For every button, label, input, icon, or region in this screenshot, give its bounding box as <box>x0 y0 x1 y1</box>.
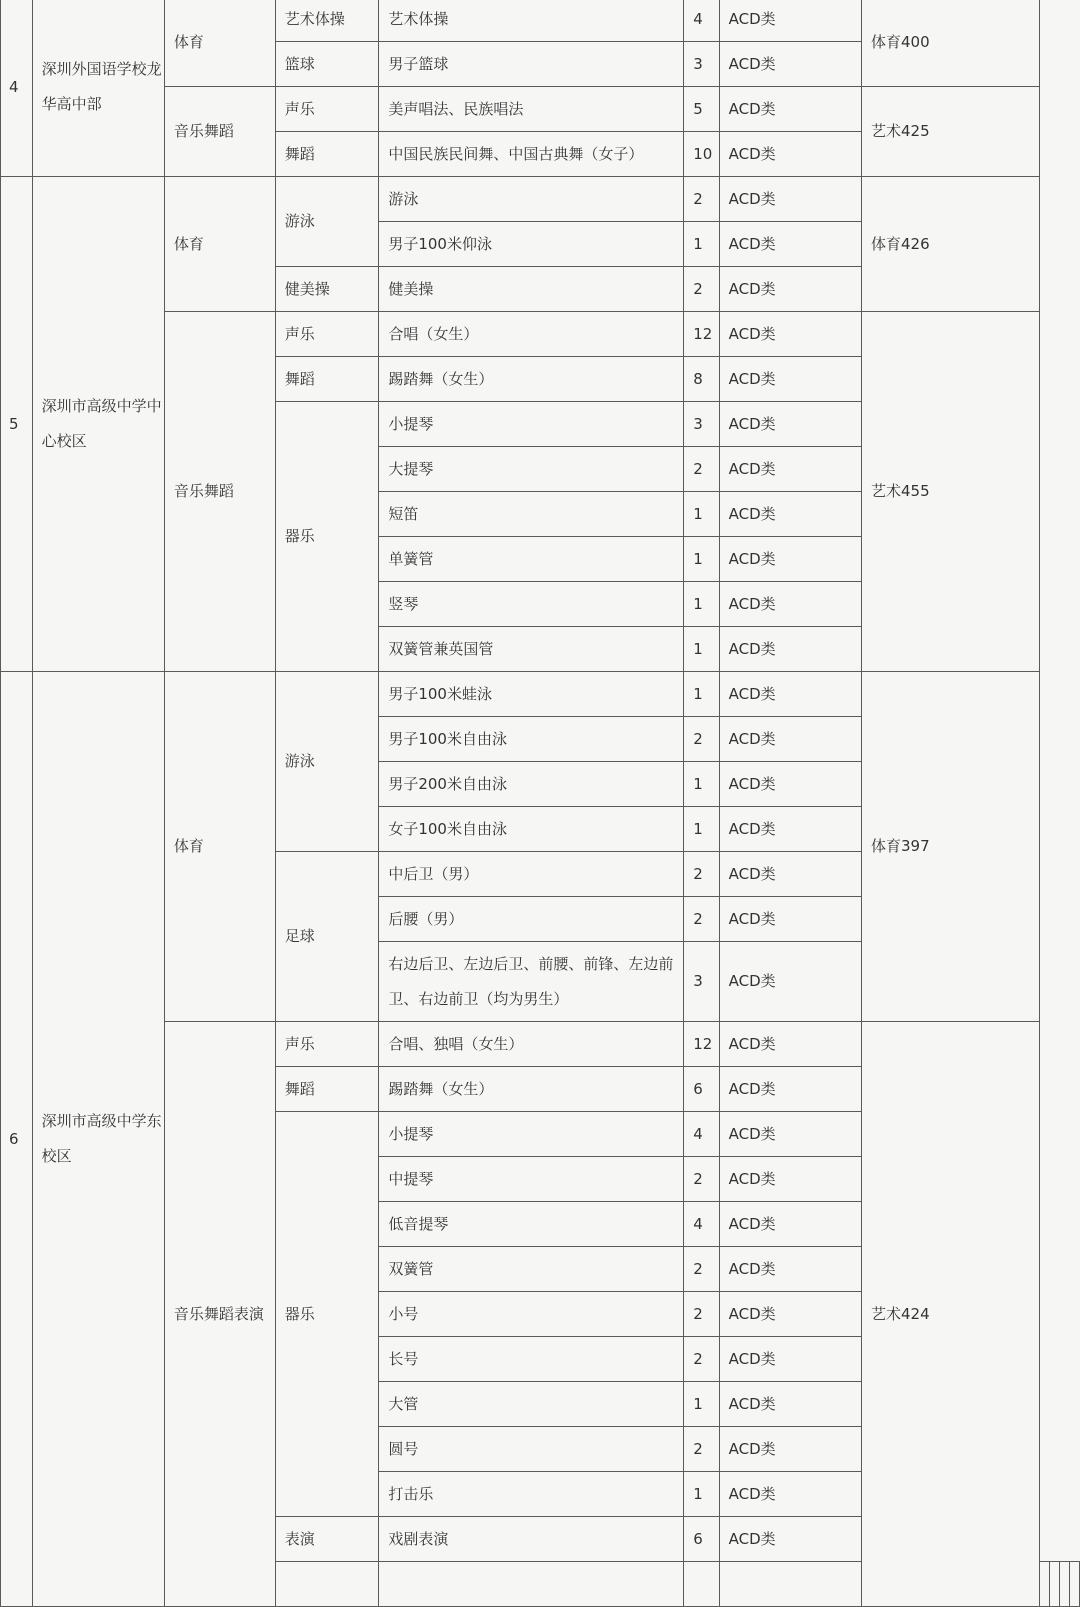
table-cell: ACD类 <box>719 807 861 852</box>
table-cell: ACD类 <box>719 0 861 42</box>
table-cell: 游泳 <box>275 672 379 852</box>
table-cell: 踢踏舞（女生） <box>379 1067 684 1112</box>
table-cell: ACD类 <box>719 1157 861 1202</box>
table-cell: ACD类 <box>719 267 861 312</box>
table-cell: 1 <box>684 582 719 627</box>
table-cell: 2 <box>684 852 719 897</box>
table-cell: 音乐舞蹈 <box>164 312 275 672</box>
table-cell: 声乐 <box>275 1022 379 1067</box>
table-cell: 女子100米自由泳 <box>379 807 684 852</box>
table-cell: ACD类 <box>719 897 861 942</box>
table-cell: ACD类 <box>719 1202 861 1247</box>
table-cell: 游泳 <box>379 177 684 222</box>
table-cell: ACD类 <box>719 492 861 537</box>
table-cell: 6 <box>684 1517 719 1562</box>
table-cell: 2 <box>684 897 719 942</box>
table-cell: 男子200米自由泳 <box>379 762 684 807</box>
table-cell: 3 <box>684 942 719 1022</box>
table-cell: ACD类 <box>719 942 861 1022</box>
table-cell: 足球 <box>275 852 379 1022</box>
table-cell: 2 <box>684 447 719 492</box>
table-cell: 6 <box>1 672 33 1607</box>
table-cell: 右边后卫、左边后卫、前腰、前锋、左边前卫、右边前卫（均为男生） <box>379 942 684 1022</box>
table-cell: 后腰（男） <box>379 897 684 942</box>
table-row <box>1 672 1080 717</box>
table-cell <box>684 1562 719 1607</box>
table-cell: 单簧管 <box>379 537 684 582</box>
table-cell: 打击乐 <box>379 1472 684 1517</box>
table-cell: 1 <box>684 1472 719 1517</box>
table-cell: ACD类 <box>719 42 861 87</box>
table-cell: 10 <box>684 132 719 177</box>
table-cell: ACD类 <box>719 177 861 222</box>
table-row <box>1 0 1080 42</box>
table-cell: 声乐 <box>275 312 379 357</box>
table-cell: ACD类 <box>719 1112 861 1157</box>
table-cell: 低音提琴 <box>379 1202 684 1247</box>
table-cell: ACD类 <box>719 1517 861 1562</box>
table-cell: 中提琴 <box>379 1157 684 1202</box>
table-cell: ACD类 <box>719 1382 861 1427</box>
table-cell: 1 <box>684 537 719 582</box>
table-cell: 6 <box>684 1067 719 1112</box>
table-cell: 舞蹈 <box>275 1067 379 1112</box>
table-cell: 小号 <box>379 1292 684 1337</box>
table-cell: 体育400 <box>861 0 1039 87</box>
table-cell: ACD类 <box>719 87 861 132</box>
table-cell: ACD类 <box>719 1247 861 1292</box>
table-cell: ACD类 <box>719 762 861 807</box>
table-cell: 2 <box>684 1157 719 1202</box>
table-cell: 短笛 <box>379 492 684 537</box>
table-cell: 2 <box>684 1247 719 1292</box>
table-cell: ACD类 <box>719 1427 861 1472</box>
table-cell: 舞蹈 <box>275 132 379 177</box>
table-cell: 艺术体操 <box>275 0 379 42</box>
table-row <box>1 177 1080 222</box>
table-cell: 2 <box>684 267 719 312</box>
table-cell: 健美操 <box>379 267 684 312</box>
table-cell: 艺术424 <box>861 1022 1039 1607</box>
table-cell: ACD类 <box>719 312 861 357</box>
table-cell: 深圳外国语学校龙华高中部 <box>32 0 164 177</box>
table-cell: 4 <box>1 0 33 177</box>
table-cell: 1 <box>684 627 719 672</box>
table-cell: 深圳市高级中学中心校区 <box>32 177 164 672</box>
table-cell: ACD类 <box>719 1067 861 1112</box>
table-cell: 大管 <box>379 1382 684 1427</box>
table-cell: 中后卫（男） <box>379 852 684 897</box>
table-cell <box>1060 1562 1070 1607</box>
table-cell: 游泳 <box>275 177 379 267</box>
table-cell: 1 <box>684 1382 719 1427</box>
table-cell <box>719 1562 861 1607</box>
table-cell: 5 <box>684 87 719 132</box>
table-cell: 3 <box>684 42 719 87</box>
table-cell: 篮球 <box>275 42 379 87</box>
table-cell: 圆号 <box>379 1427 684 1472</box>
table-cell: 表演 <box>275 1517 379 1562</box>
table-cell: 小提琴 <box>379 1112 684 1157</box>
table-cell: 1 <box>684 762 719 807</box>
table-cell: ACD类 <box>719 672 861 717</box>
table-cell: ACD类 <box>719 132 861 177</box>
table-cell: 美声唱法、民族唱法 <box>379 87 684 132</box>
table-cell: ACD类 <box>719 852 861 897</box>
table-cell: 1 <box>684 492 719 537</box>
table-cell: 男子100米蛙泳 <box>379 672 684 717</box>
table-cell: 大提琴 <box>379 447 684 492</box>
table-cell: 戏剧表演 <box>379 1517 684 1562</box>
table-cell: 长号 <box>379 1337 684 1382</box>
table-cell: 双簧管 <box>379 1247 684 1292</box>
table-cell: ACD类 <box>719 717 861 762</box>
table-cell: 2 <box>684 1427 719 1472</box>
table-cell: 艺术425 <box>861 87 1039 177</box>
table-cell: 体育 <box>164 0 275 87</box>
table-cell: ACD类 <box>719 627 861 672</box>
table-cell: 2 <box>684 177 719 222</box>
table-cell: 2 <box>684 1337 719 1382</box>
table-cell: ACD类 <box>719 537 861 582</box>
table-body <box>1 0 1080 1607</box>
table-cell: 健美操 <box>275 267 379 312</box>
table-cell: 体育426 <box>861 177 1039 312</box>
table-cell: 小提琴 <box>379 402 684 447</box>
table-cell: ACD类 <box>719 447 861 492</box>
table-cell: ACD类 <box>719 582 861 627</box>
table-cell: 艺术455 <box>861 312 1039 672</box>
table-cell: 男子篮球 <box>379 42 684 87</box>
table-cell: 器乐 <box>275 402 379 672</box>
table-cell: 4 <box>684 1202 719 1247</box>
table-cell: 合唱、独唱（女生） <box>379 1022 684 1067</box>
table-cell: 2 <box>684 1292 719 1337</box>
table-cell <box>1050 1562 1060 1607</box>
table-cell: 体育397 <box>861 672 1039 1022</box>
table-cell <box>1070 1562 1080 1607</box>
table-cell: 男子100米自由泳 <box>379 717 684 762</box>
table-cell: 12 <box>684 312 719 357</box>
table-cell: ACD类 <box>719 1292 861 1337</box>
table-cell: 声乐 <box>275 87 379 132</box>
table-cell: 4 <box>684 1112 719 1157</box>
table-cell: ACD类 <box>719 402 861 447</box>
table-cell: 器乐 <box>275 1112 379 1517</box>
table-cell: 2 <box>684 717 719 762</box>
table-cell: 踢踏舞（女生） <box>379 357 684 402</box>
table-cell: 3 <box>684 402 719 447</box>
table-cell: 8 <box>684 357 719 402</box>
table-cell: 1 <box>684 222 719 267</box>
table-cell: 体育 <box>164 672 275 1022</box>
table-cell: 竖琴 <box>379 582 684 627</box>
table-cell: ACD类 <box>719 357 861 402</box>
table-cell: 4 <box>684 0 719 42</box>
table-cell <box>379 1562 684 1607</box>
table-cell: 体育 <box>164 177 275 312</box>
table-cell: 男子100米仰泳 <box>379 222 684 267</box>
table-cell: 合唱（女生） <box>379 312 684 357</box>
table-cell: 1 <box>684 672 719 717</box>
table-cell: 中国民族民间舞、中国古典舞（女子） <box>379 132 684 177</box>
table-cell: 双簧管兼英国管 <box>379 627 684 672</box>
table-cell <box>275 1562 379 1607</box>
table-cell: 5 <box>1 177 33 672</box>
table-cell <box>1040 1562 1050 1607</box>
table-cell: ACD类 <box>719 1337 861 1382</box>
table-cell: ACD类 <box>719 1022 861 1067</box>
table-cell: 舞蹈 <box>275 357 379 402</box>
table-cell: 1 <box>684 807 719 852</box>
table-cell: 12 <box>684 1022 719 1067</box>
table-cell: ACD类 <box>719 1472 861 1517</box>
table-cell: 音乐舞蹈表演 <box>164 1022 275 1607</box>
table-cell: ACD类 <box>719 222 861 267</box>
table-cell: 深圳市高级中学东校区 <box>32 672 164 1607</box>
table-cell: 艺术体操 <box>379 0 684 42</box>
table-cell: 音乐舞蹈 <box>164 87 275 177</box>
